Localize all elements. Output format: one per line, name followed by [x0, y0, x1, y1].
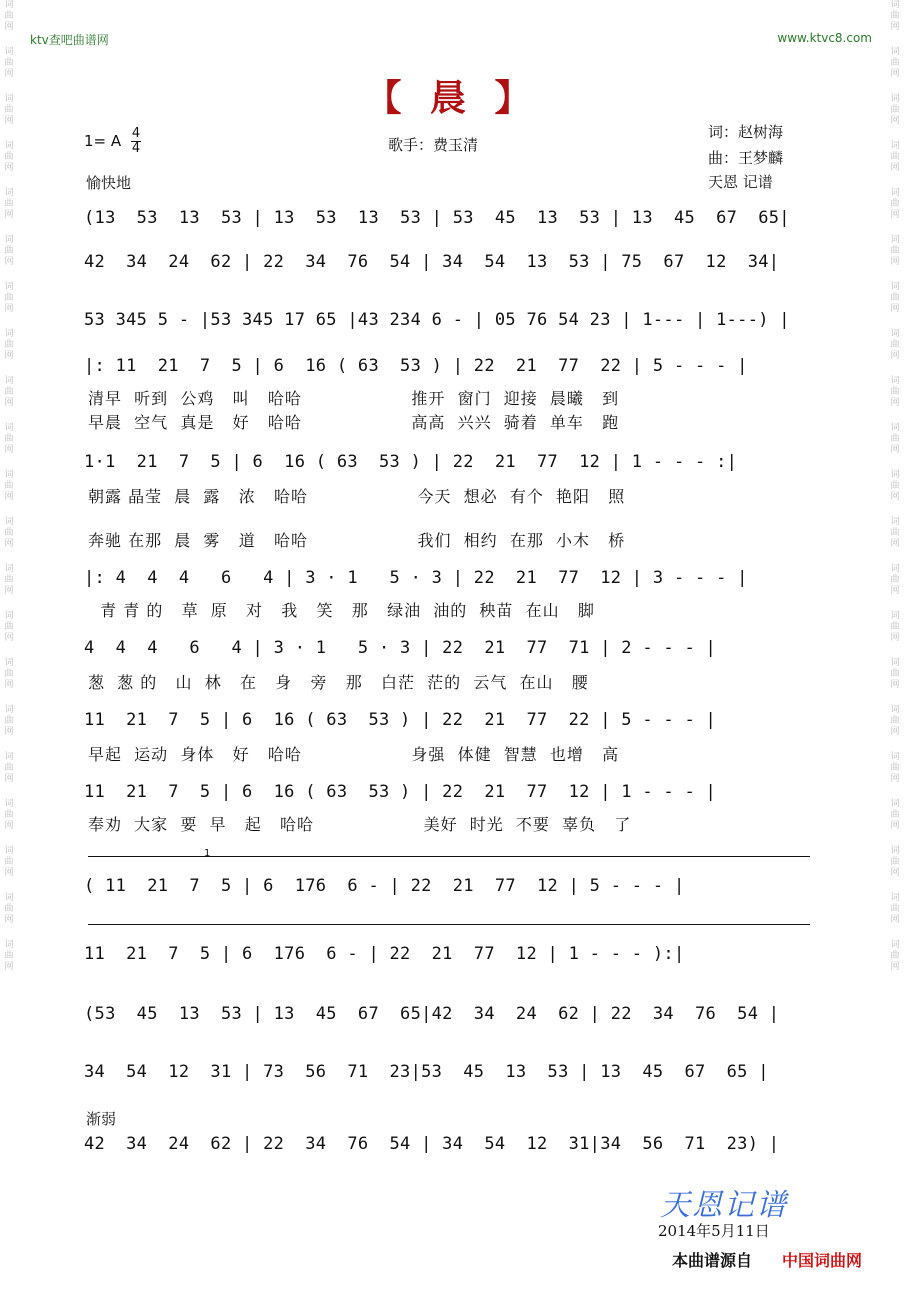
score-row: (13 53 13 53 | 13 53 13 53 | 53 45 13 53 | 13 45 67 65|	[84, 208, 790, 228]
side-watermark-right	[888, 0, 902, 1296]
transcriber-signature: 天恩记谱	[660, 1188, 788, 1223]
watermark-text: 词 曲 网	[890, 705, 900, 737]
volta-bracket	[88, 856, 810, 857]
watermark-text: 词 曲 网	[4, 94, 14, 126]
watermark-text: 词 曲 网	[890, 47, 900, 79]
header-site-url[interactable]: www.ktvc8.com	[777, 31, 872, 45]
lyric-line: 葱 葱 的 山 林 在 身 旁 那 白茫 茫的 云气 在山 腰	[88, 673, 589, 692]
source-label: 本曲谱源自	[672, 1251, 753, 1270]
score-row: 53 345 5 - |53 345 17 65 |43 234 6 - | 05 76 54 23 | 1--- | 1---) |	[84, 310, 790, 330]
score-row: 1·1 21 7 5 | 6 16 ( 63 53 ) | 22 21 77 12 | 1 - - - :|	[84, 452, 738, 472]
song-title: 【 晨 】	[365, 78, 539, 119]
key-signature: 1= A	[84, 132, 122, 150]
score-row: |: 11 21 7 5 | 6 16 ( 63 53 ) | 22 21 77 22 | 5 - - - |	[84, 356, 748, 376]
composer: 曲：王梦麟	[708, 149, 784, 167]
score-row: 42 34 24 62 | 22 34 76 54 | 34 54 13 53 | 75 67 12 34|	[84, 252, 780, 272]
score-row: 42 34 24 62 | 22 34 76 54 | 34 54 12 31|34 56 71 23) |	[84, 1134, 780, 1154]
watermark-text: 词 曲 网	[4, 940, 14, 972]
watermark-text: 词 曲 网	[4, 846, 14, 878]
watermark-text: 词 曲 网	[4, 658, 14, 690]
watermark-text: 词 曲 网	[890, 846, 900, 878]
watermark-text: 词 曲 网	[4, 329, 14, 361]
watermark-text: 词 曲 网	[890, 94, 900, 126]
score-row: 4 4 4 6 4 | 3 · 1 5 · 3 | 22 21 77 71 | 2 - - - |	[84, 638, 717, 658]
time-signature	[131, 127, 141, 156]
source-site[interactable]: 中国词曲网	[782, 1251, 863, 1270]
score-row: 34 54 12 31 | 73 56 71 23|53 45 13 53 | 13 45 67 65 |	[84, 1062, 769, 1082]
lyric-line: 清早 听到 公鸡 叫 哈哈 推开 窗门 迎接 晨曦 到	[88, 389, 620, 408]
watermark-text: 词 曲 网	[4, 705, 14, 737]
watermark-text: 词 曲 网	[890, 282, 900, 314]
watermark-text: 词 曲 网	[890, 470, 900, 502]
watermark-text: 词 曲 网	[4, 470, 14, 502]
singer: 歌手：费玉清	[388, 136, 479, 154]
watermark-text: 词 曲 网	[4, 564, 14, 596]
watermark-text: 词 曲 网	[890, 940, 900, 972]
watermark-text: 词 曲 网	[890, 0, 900, 32]
time-signature-top: 4	[131, 126, 141, 141]
side-watermark-left	[2, 0, 16, 1296]
watermark-text: 词 曲 网	[890, 564, 900, 596]
watermark-text: 词 曲 网	[890, 752, 900, 784]
transcriber: 天恩 记谱	[708, 173, 773, 191]
lyric-line: 青 青 的 草 原 对 我 笑 那 绿油 油的 秧苗 在山 脚	[88, 601, 595, 620]
watermark-text: 词 曲 网	[890, 658, 900, 690]
lyric-line: 早晨 空气 真是 好 哈哈 高高 兴兴 骑着 单车 跑	[88, 413, 620, 432]
watermark-text: 词 曲 网	[890, 517, 900, 549]
header-site-name[interactable]: ktv查吧曲谱网	[30, 33, 109, 47]
score-row: 11 21 7 5 | 6 16 ( 63 53 ) | 22 21 77 12 | 1 - - - |	[84, 782, 717, 802]
volta-bracket-2	[88, 924, 810, 925]
lyric-line: 奔驰 在那 晨 雾 道 哈哈 我们 相约 在那 小木 桥	[88, 531, 626, 550]
watermark-text: 词 曲 网	[4, 0, 14, 32]
watermark-text: 词 曲 网	[890, 141, 900, 173]
score-row: (53 45 13 53 | 13 45 67 65|42 34 24 62 | 22 34 76 54 |	[84, 1004, 780, 1024]
watermark-text: 词 曲 网	[4, 376, 14, 408]
lyric-line: 朝露 晶莹 晨 露 浓 哈哈 今天 想必 有个 艳阳 照	[88, 487, 626, 506]
watermark-text: 词 曲 网	[4, 47, 14, 79]
score-row: ( 11 21 7 5 | 6 176 6 - | 22 21 77 12 | 5 - - - |	[84, 876, 685, 896]
watermark-text: 词 曲 网	[890, 329, 900, 361]
lyricist: 词：赵树海	[708, 123, 784, 141]
time-signature-bottom: 4	[131, 141, 141, 156]
watermark-text: 词 曲 网	[890, 611, 900, 643]
signature-date: 2014年5月11日	[658, 1222, 770, 1240]
watermark-text: 词 曲 网	[4, 235, 14, 267]
watermark-text: 词 曲 网	[4, 188, 14, 220]
watermark-text: 词 曲 网	[890, 376, 900, 408]
dynamic-marking: 渐弱	[86, 1110, 117, 1128]
watermark-text: 词 曲 网	[4, 423, 14, 455]
watermark-text: 词 曲 网	[890, 188, 900, 220]
watermark-text: 词 曲 网	[890, 423, 900, 455]
watermark-text: 词 曲 网	[4, 799, 14, 831]
watermark-text: 词 曲 网	[4, 282, 14, 314]
watermark-text: 词 曲 网	[4, 517, 14, 549]
score-row: 11 21 7 5 | 6 16 ( 63 53 ) | 22 21 77 22 | 5 - - - |	[84, 710, 717, 730]
score-row: 11 21 7 5 | 6 176 6 - | 22 21 77 12 | 1 - - - ):|	[84, 944, 685, 964]
watermark-text: 词 曲 网	[4, 611, 14, 643]
watermark-text: 词 曲 网	[890, 799, 900, 831]
volta-number: 1	[204, 848, 211, 859]
score-row: |: 4 4 4 6 4 | 3 · 1 5 · 3 | 22 21 77 12 | 3 - - - |	[84, 568, 748, 588]
lyric-line: 早起 运动 身体 好 哈哈 身强 体健 智慧 也增 高	[88, 745, 620, 764]
watermark-text: 词 曲 网	[890, 235, 900, 267]
watermark-text: 词 曲 网	[4, 893, 14, 925]
lyric-line: 奉劝 大家 要 早 起 哈哈 美好 时光 不要 辜负 了	[88, 815, 632, 834]
watermark-text: 词 曲 网	[4, 141, 14, 173]
watermark-text: 词 曲 网	[890, 893, 900, 925]
watermark-text: 词 曲 网	[4, 752, 14, 784]
tempo-marking: 愉快地	[86, 174, 132, 192]
